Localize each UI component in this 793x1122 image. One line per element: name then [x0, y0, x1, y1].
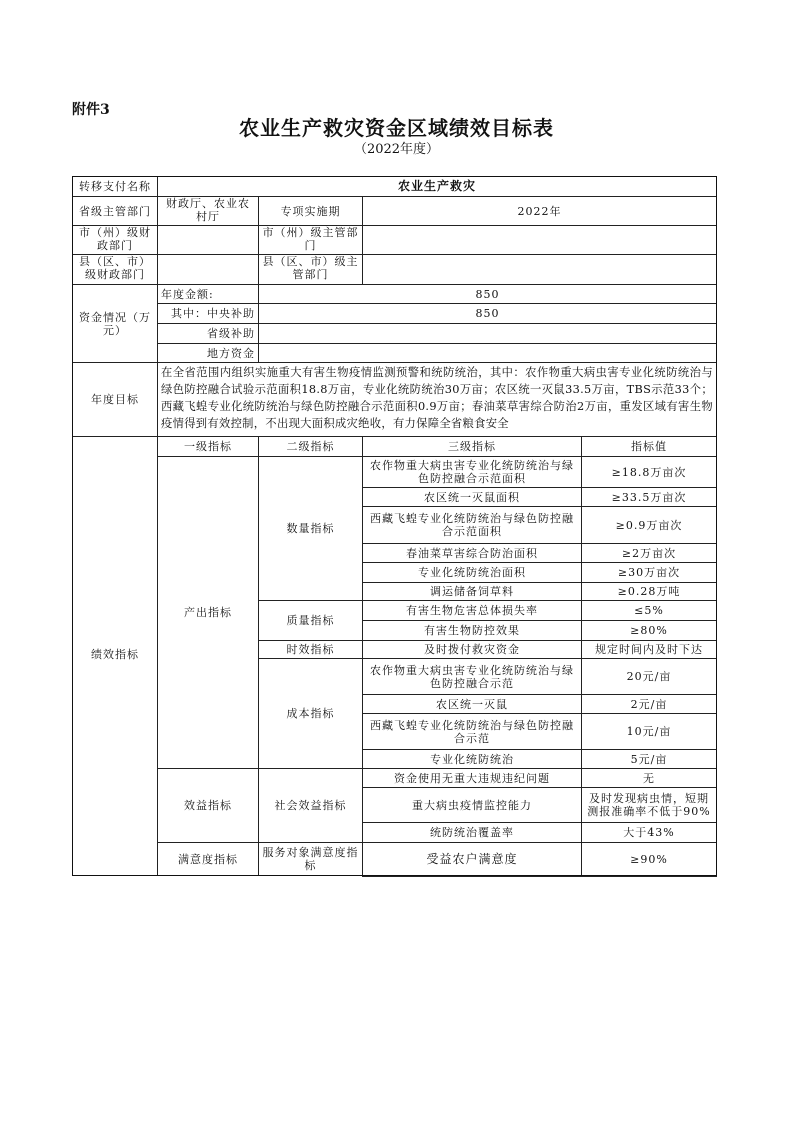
level3-indicator: 资金使用无重大违规违纪问题: [362, 768, 582, 788]
header-level1: 一级指标: [157, 436, 259, 457]
level3-indicator: 专业化统防统治: [362, 749, 582, 769]
level1-benefit: 效益指标: [157, 768, 259, 843]
header-value: 指标值: [581, 436, 717, 457]
level3-indicator: 重大病虫疫情监控能力: [362, 787, 582, 823]
county-finance-value: [157, 254, 259, 285]
level1-satisfaction: 满意度指标: [157, 842, 259, 876]
header-level3: 三级指标: [362, 436, 582, 457]
annual-goal-label: 年度目标: [72, 362, 158, 437]
level2-social-benefit: 社会效益指标: [258, 768, 363, 843]
level2-cost: 成本指标: [258, 658, 363, 769]
indicator-value: ≥30万亩次: [581, 562, 717, 583]
level3-indicator: 农区统一灭鼠面积: [362, 487, 582, 507]
attachment-label: 附件3: [72, 102, 110, 118]
city-finance-value: [157, 225, 259, 255]
indicator-value: ≥0.28万吨: [581, 582, 717, 601]
local-funds-label: 地方资金: [157, 343, 259, 363]
indicator-value: 规定时间内及时下达: [581, 640, 717, 659]
level3-indicator: 调运储备饲草料: [362, 582, 582, 601]
level3-indicator: 农区统一灭鼠: [362, 694, 582, 714]
local-funds-value: [258, 343, 717, 363]
level3-indicator: 西藏飞蝗专业化统防统治与绿色防控融合示范: [362, 713, 582, 750]
level2-quality: 质量指标: [258, 600, 363, 641]
level2-timeliness: 时效指标: [258, 640, 363, 659]
transfer-name-value: 农业生产救灾: [157, 176, 717, 197]
funds-label: 资金情况（万元）: [72, 284, 158, 363]
level3-indicator: 受益农户满意度: [362, 842, 582, 877]
performance-label: 绩效指标: [72, 436, 158, 876]
period-value: 2022年: [362, 196, 717, 226]
indicator-value: 2元/亩: [581, 694, 717, 714]
indicator-value: ≥0.9万亩次: [581, 506, 717, 544]
level2-service-satisfaction: 服务对象满意度指标: [258, 842, 363, 876]
county-finance-label: 县（区、市）级财政部门: [72, 254, 158, 285]
period-label: 专项实施期: [258, 196, 363, 226]
indicator-value: 无: [581, 768, 717, 788]
annual-amount-value: 850: [258, 284, 717, 304]
central-subsidy-value: 850: [258, 303, 717, 324]
provincial-subsidy-label: 省级补助: [157, 323, 259, 344]
indicator-value: 20元/亩: [581, 658, 717, 695]
level1-output: 产出指标: [157, 456, 259, 769]
provincial-dept-value: 财政厅、农业农村厅: [157, 196, 259, 226]
level3-indicator: 统防统治覆盖率: [362, 822, 582, 843]
city-finance-label: 市（州）级财政部门: [72, 225, 158, 255]
level3-indicator: 农作物重大病虫害专业化统防统治与绿色防控融合示范: [362, 658, 582, 695]
indicator-value: ≥18.8万亩次: [581, 456, 717, 488]
indicator-value: 10元/亩: [581, 713, 717, 750]
indicator-value: 及时发现病虫情，短期测报准确率不低于90%: [581, 787, 717, 823]
level3-indicator: 及时拨付救灾资金: [362, 640, 582, 659]
level3-indicator: 有害生物危害总体损失率: [362, 600, 582, 621]
annual-amount-label: 年度金额:: [157, 284, 259, 304]
provincial-dept-label: 省级主管部门: [72, 196, 158, 226]
page-title: 农业生产救灾资金区域绩效目标表: [239, 116, 554, 140]
level3-indicator: 西藏飞蝗专业化统防统治与绿色防控融合示范面积: [362, 506, 582, 544]
indicator-value: 5元/亩: [581, 749, 717, 769]
indicator-value: 大于43%: [581, 822, 717, 843]
city-dept-value: [362, 225, 717, 255]
level3-indicator: 专业化统防统治面积: [362, 562, 582, 583]
level3-indicator: 农作物重大病虫害专业化统防统治与绿色防控融合示范面积: [362, 456, 582, 488]
annual-goal-text: 在全省范围内组织实施重大有害生物疫情监测预警和统防统治，其中：农作物重大病虫害专业化统防统治与绿色防控融合试验示范面积18.8万亩，专业化统防统治30万亩；农区统一灭鼠33.5万亩，TBS示范33个；西藏飞蝗专业化统防统治与绿色防控融合示范面积0.9万亩；春油菜草害综合防治2万亩，重发区域有害生物疫情得到有效控制，不出现大面积成灾绝收，有力保障全省粮食安全: [157, 362, 717, 437]
indicator-value: ≤5%: [581, 600, 717, 621]
header-level2: 二级指标: [258, 436, 363, 457]
indicator-value: ≥80%: [581, 620, 717, 641]
central-subsidy-label: 其中：中央补助: [157, 303, 259, 324]
level3-indicator: 春油菜草害综合防治面积: [362, 543, 582, 563]
county-dept-value: [362, 254, 717, 285]
indicator-value: ≥33.5万亩次: [581, 487, 717, 507]
page-subtitle: （2022年度）: [353, 142, 440, 157]
city-dept-label: 市（州）级主管部门: [258, 225, 363, 255]
indicator-value: ≥2万亩次: [581, 543, 717, 563]
provincial-subsidy-value: [258, 323, 717, 344]
level3-indicator: 有害生物防控效果: [362, 620, 582, 641]
indicator-value: ≥90%: [581, 842, 717, 877]
level2-quantity: 数量指标: [258, 456, 363, 601]
county-dept-label: 县（区、市）级主管部门: [258, 254, 363, 285]
transfer-name-label: 转移支付名称: [72, 176, 158, 197]
